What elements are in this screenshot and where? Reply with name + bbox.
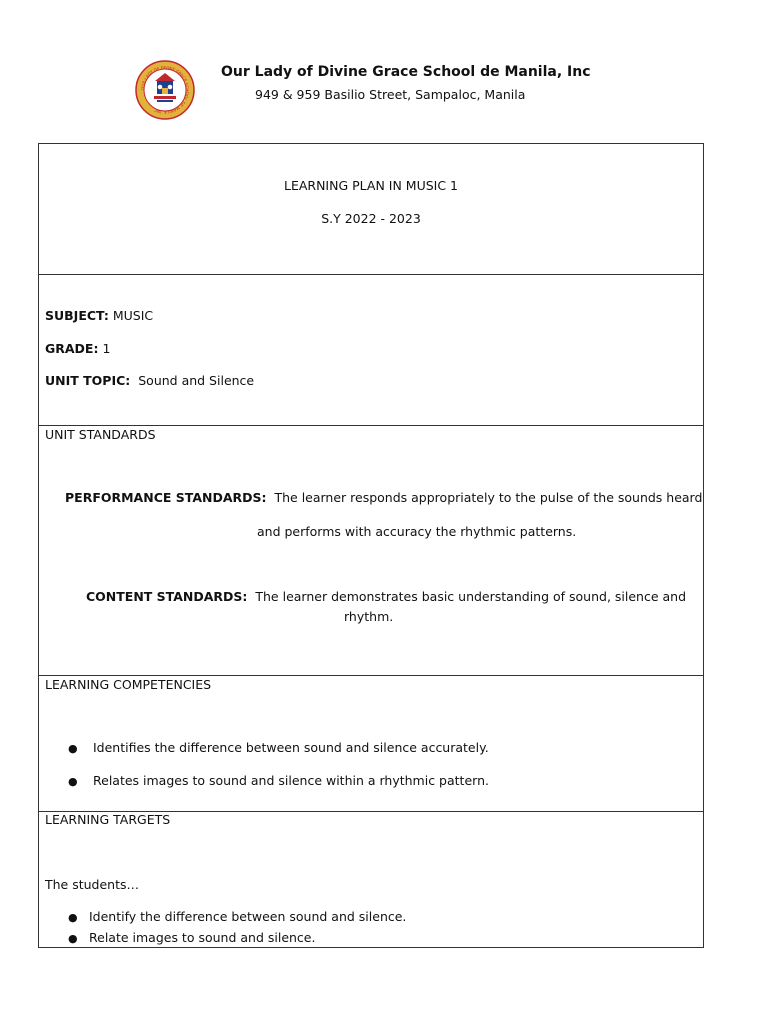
subject-label: SUBJECT: (45, 308, 109, 323)
unit-topic-label: UNIT TOPIC: (45, 373, 131, 388)
logo-text: OUR LADY OF DIVINE GRACE SCHOOL DE MANILA, INC. (139, 64, 191, 116)
target-item: Identify the difference between sound and silence. (89, 909, 407, 924)
learning-competencies-heading: LEARNING COMPETENCIES (45, 677, 212, 692)
competency-item: Relates images to sound and silence within a rhythmic pattern. (93, 773, 489, 788)
unit-standards-heading: UNIT STANDARDS (45, 427, 156, 442)
subject-value: MUSIC (112, 308, 154, 323)
performance-standards-line (65, 490, 702, 505)
bullet-icon: ● (68, 775, 78, 788)
learning-plan-table (38, 143, 704, 948)
bullet-icon: ● (68, 742, 78, 755)
grade-line (45, 341, 110, 356)
bullet-icon: ● (68, 911, 78, 924)
grade-value: 1 (102, 341, 111, 356)
performance-standards-label: PERFORMANCE STANDARDS: (65, 490, 267, 505)
learning-competencies-section (39, 675, 703, 812)
content-standards-line (86, 589, 686, 604)
bullet-icon: ● (68, 932, 78, 945)
title-section (39, 144, 703, 275)
subject-line (45, 308, 153, 323)
performance-standards-text-2: and performs with accuracy the rhythmic patterns. (257, 524, 577, 539)
unit-topic-value: Sound and Silence (138, 373, 255, 388)
learning-targets-heading: LEARNING TARGETS (45, 812, 171, 827)
unit-topic-line (45, 373, 254, 388)
school-name: Our Lady of Divine Grace School de Manila, Inc (221, 64, 591, 80)
learning-targets-section (39, 811, 703, 947)
school-year: S.Y 2022 - 2023 (321, 211, 421, 226)
info-section (39, 274, 703, 426)
competency-item: Identifies the difference between sound and silence accurately. (93, 740, 489, 755)
plan-title: LEARNING PLAN IN MUSIC 1 (283, 178, 459, 193)
content-standards-label: CONTENT STANDARDS: (86, 589, 248, 604)
content-standards-text-2: rhythm. (344, 609, 394, 624)
performance-standards-text: The learner responds appropriately to the pulse of the sounds heard (274, 490, 703, 505)
grade-label: GRADE: (45, 341, 99, 356)
unit-standards-section (39, 425, 703, 676)
content-standards-text: The learner demonstrates basic understanding of sound, silence and (255, 589, 687, 604)
learning-targets-intro: The students… (45, 877, 140, 892)
school-address: 949 & 959 Basilio Street, Sampaloc, Manila (255, 87, 526, 102)
school-logo (135, 60, 195, 120)
target-item: Relate images to sound and silence. (89, 930, 316, 945)
